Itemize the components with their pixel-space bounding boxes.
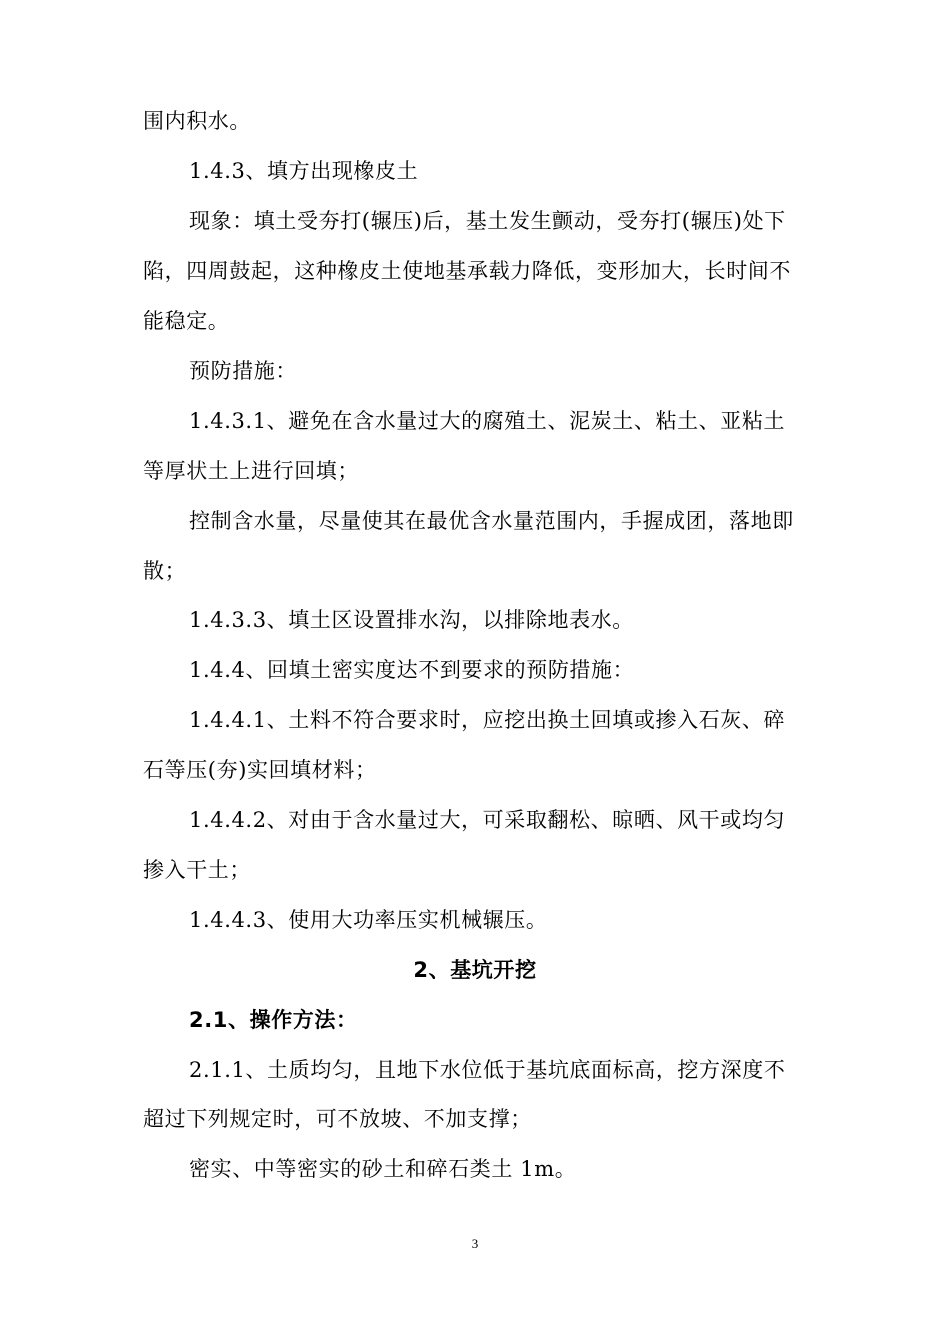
section-heading: 2、基坑开挖 bbox=[413, 958, 537, 982]
text-line-6: 预防措施： bbox=[189, 359, 297, 383]
text-line-16: 掺入干土； bbox=[143, 858, 251, 882]
page-number: 3 bbox=[471, 1236, 479, 1251]
text-line-1: 围内积水。 bbox=[143, 109, 251, 133]
text-line-3: 现象：填土受夯打(辗压)后，基土发生颤动，受夯打(辗压)处下 bbox=[189, 209, 786, 233]
text-line-8: 等厚状土上进行回填； bbox=[143, 459, 359, 483]
text-line-17: 1.4.4.3、使用大功率压实机械辗压。 bbox=[189, 908, 548, 932]
text-line-22: 密实、中等密实的砂土和碎石类土 1m。 bbox=[189, 1157, 577, 1181]
text-line-15: 1.4.4.2、对由于含水量过大，可采取翻松、晾晒、风干或均匀 bbox=[189, 808, 786, 832]
text-line-4: 陷，四周鼓起，这种橡皮土使地基承载力降低，变形加大，长时间不 bbox=[143, 259, 791, 283]
text-line-21: 超过下列规定时，可不放坡、不加支撑； bbox=[143, 1107, 532, 1131]
text-line-5: 能稳定。 bbox=[143, 309, 230, 333]
text-line-11: 1.4.3.3、填土区设置排水沟，以排除地表水。 bbox=[189, 608, 634, 632]
text-line-7: 1.4.3.1、避免在含水量过大的腐殖土、泥炭土、粘土、亚粘土 bbox=[189, 409, 786, 433]
subheading-1-4-3: 1.4.3、填方出现橡皮土 bbox=[189, 159, 419, 183]
subsection-heading: 2.1、操作方法： bbox=[189, 1008, 358, 1032]
text-line-14: 石等压(夯)实回填材料； bbox=[143, 758, 377, 782]
text-line-20: 2.1.1、土质均匀，且地下水位低于基坑底面标高，挖方深度不 bbox=[189, 1058, 786, 1082]
text-line-13: 1.4.4.1、土料不符合要求时，应挖出换土回填或掺入石灰、碎 bbox=[189, 708, 786, 732]
text-line-10: 散； bbox=[143, 559, 187, 583]
text-line-9: 控制含水量，尽量使其在最优含水量范围内，手握成团，落地即 bbox=[189, 509, 794, 533]
subheading-1-4-4: 1.4.4、回填土密实度达不到要求的预防措施： bbox=[189, 658, 635, 682]
